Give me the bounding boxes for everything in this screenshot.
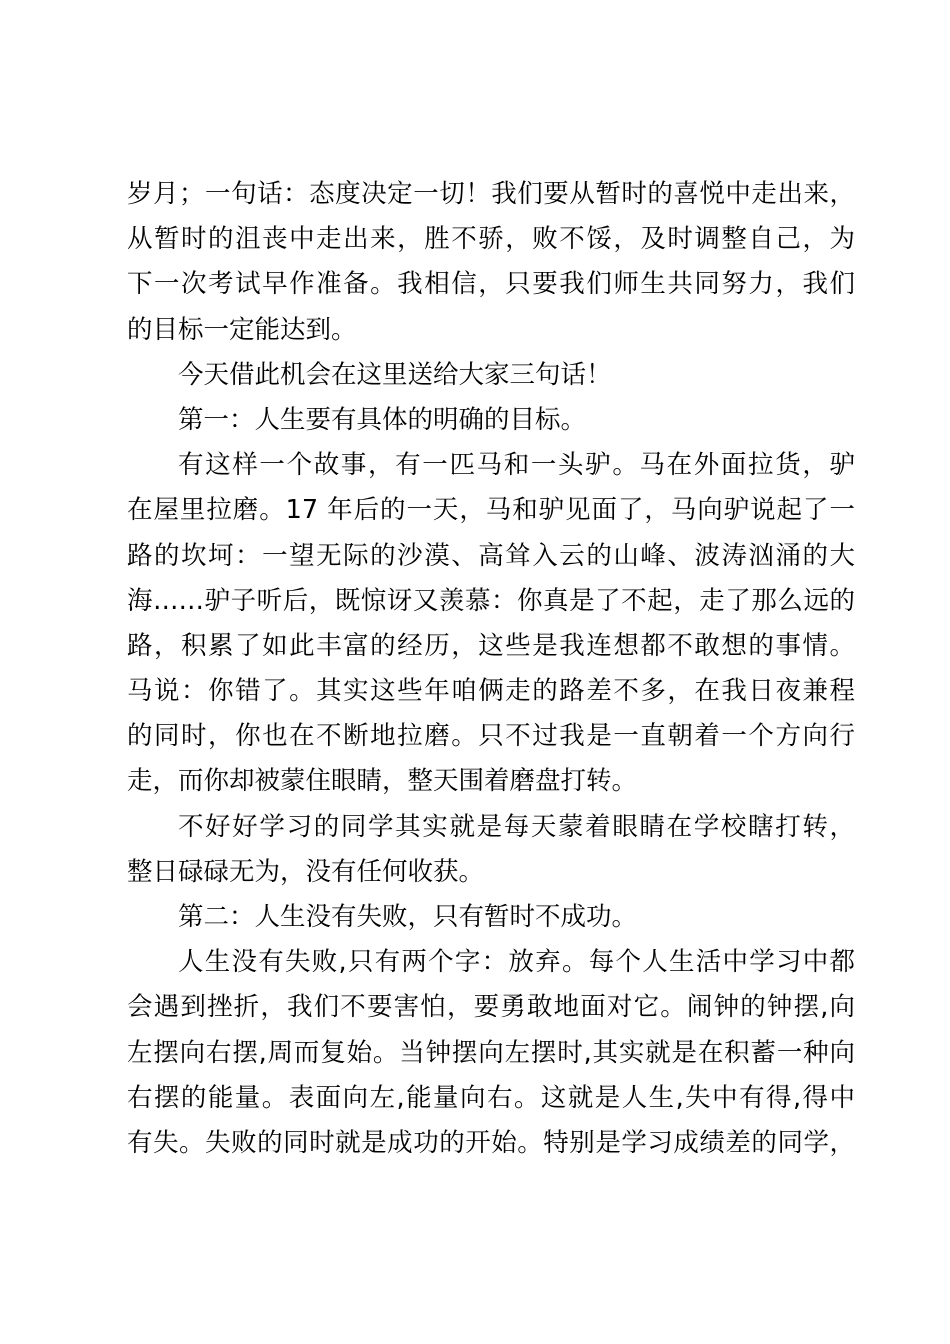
text-line: 在屋里拉磨。17 年后的一天，马和驴见面了，马向驴说起了一 [127, 495, 855, 526]
text-line: 的同时，你也在不断地拉磨。只不过我是一直朝着一个方向行 [127, 721, 855, 752]
text-line: 人生没有失败,只有两个字：放弃。每个人生活中学习中都 [178, 947, 855, 978]
text-line: 左摆向右摆,周而复始。当钟摆向左摆时,其实就是在积蓄一种向 [127, 1037, 855, 1068]
text-line: 从暂时的沮丧中走出来，胜不骄，败不馁，及时调整自己，为 [127, 224, 855, 255]
text-line: 整日碌碌无为，没有任何收获。 [127, 856, 485, 887]
text-line: 走，而你却被蒙住眼睛，整天围着磨盘打转。 [127, 766, 638, 797]
text-line: 有这样一个故事，有一匹马和一头驴。马在外面拉货，驴 [178, 450, 855, 481]
text-line: 岁月；一句话：态度决定一切！我们要从暂时的喜悦中走出来， [127, 179, 855, 209]
text-line: 会遇到挫折，我们不要害怕，要勇敢地面对它。闹钟的钟摆,向 [127, 992, 855, 1023]
text-line: 海……驴子听后，既惊讶又羡慕：你真是了不起，走了那么远的 [127, 585, 855, 616]
body-text [127, 172, 855, 1166]
text-line: 右摆的能量。表面向左,能量向右。这就是人生,失中有得,得中 [127, 1082, 855, 1113]
text-line: 路的坎坷：一望无际的沙漠、高耸入云的山峰、波涛汹涌的大 [127, 540, 855, 571]
text-line: 下一次考试早作准备。我相信，只要我们师生共同努力，我们 [127, 269, 855, 300]
text-line: 第二：人生没有失败，只有暂时不成功。 [178, 902, 638, 932]
text-line: 不好好学习的同学其实就是每天蒙着眼睛在学校瞎打转， [178, 811, 855, 842]
text-line: 今天借此机会在这里送给大家三句话！ [178, 359, 612, 390]
text-line: 马说：你错了。其实这些年咱俩走的路差不多，在我日夜兼程 [127, 676, 855, 707]
text-line: 第一：人生要有具体的明确的目标。 [178, 404, 587, 435]
text-line: 路，积累了如此丰富的经历，这些是我连想都不敢想的事情。 [127, 630, 855, 661]
text-line: 的目标一定能达到。 [127, 314, 357, 345]
text-line: 有失。失败的同时就是成功的开始。特别是学习成绩差的同学， [127, 1127, 855, 1158]
